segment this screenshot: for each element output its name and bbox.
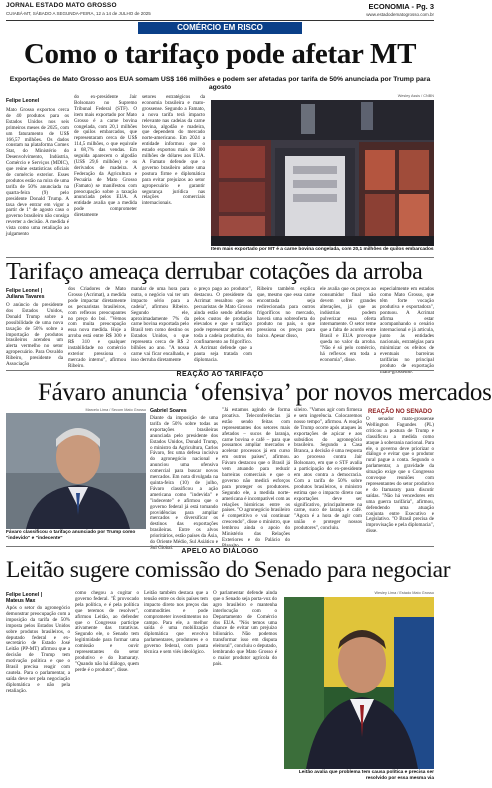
story3-column-1: Diante da imposição de uma tarifa de 50% sobre todas as exportações brasileiras anunciada pelo presidente dos Estados Unidos, Donald Trump, o ministro da Agricultura, Carlos Fávaro, fez uma defesa incisiva do agronegócio nacional e anunciou uma ofensiva comercial para buscar novos mercados. Em nota divulgada na quinta-feira (10) de julho, Fávaro classificou a ação americana como "indevida" e "indecente" e afirmou que o governo federal já está tomando providências para ampliar mercados e diversificar os destinos das exportações brasileiras. Entre os alvos prioritários, estão países da Ásia, do Oriente Médio, Sul Asiático e Sul Global.: [150, 415, 218, 551]
story3-box-text: O senador mato-grossense Wellington Fagundes (PL) criticou a postura de Trump e classificou a medida como ataque à soberania nacional. Para ele, o governo deve priorizar o diálogo e evitar que o produtor rural pague a conta. Segundo o parlamentar, a gravidade da situação exige que o Congresso convoque reuniões com representantes do setor produtivo e do Itamaraty para discutir saídas. "Não há vencedores em uma guerra tarifária", afirmou, defendendo uma atuação conjunta entre Executivo e Legislativo. "O Brasil precisa de improvisação e pela diplomacia", disse.: [366, 416, 434, 535]
section-label: ECONOMIA - Pg. 3: [368, 2, 434, 11]
story3-column-2: "Já estamos agindo de forma proativa. Teleconferências já estão sendo feitas com representantes dos setores mais afetados – sucos de laranja, carne bovina e café – para que possamos ampliar mercados e acelerar processos já em curso em outros países", afirmou. Fávaro destacou que o Brasil já vem atuando para reduzir barreiras comerciais e que o governo não medirá esforços para proteger os produtores. Segundo ele, a medida norte-americana é incompatível com as relações históricas entre os países. "O agronegócio brasileiro é competitivo e vai continuar crescendo", disse o ministro, que lembrou ainda o apoio do Ministério das Relações Exteriores e do Palácio do Planalto.: [222, 407, 290, 549]
story2-column-3: mandar de uma hora para outra, o negócio vai ter um impacto sério para a cadeia", afirmou Ribeiro. Segundo ele, aproximadamente 7% da carne bovina exportada pelo Brasil tem como destino os Estados Unidos, o que representa cerca de R$ 2 bilhões ao ano. "A nossa carne vai ficar encalhada, e isso derruba diretamente: [131, 286, 189, 363]
story2-byline-2: Juliana Tavares: [6, 294, 45, 300]
story3-column-3: sileiro. "Vamos agir com firmeza e sem ingerência. Colocaremos nosso tempo", afirmou. A reação de Trump ocorre após ataques às exportações de açúcar e aos subsídios do agronegócio brasileiro. Segundo a Casa Branca, a decisão é uma resposta ao processo contra Jair Bolsonaro, em que o STF avalia a participação do ex-presidente em atos contra a democracia. Com a tarifa de 50% sobre produtos brasileiros, o ministro estima que o impacto direto nas exportações deve ser significativo, principalmente na carne, suco de laranja e café. "Agora é a hora de agir com união e proteger nossos produtores", concluiu.: [294, 407, 362, 532]
leitao-portrait-illustration: [284, 597, 434, 769]
story2-column-7: especialmente em estados como Mato Grosso, que têm forte vocação produtiva e exportadora", pontuou. A Acrimat afirma estar acompanhando o cenário internacional e já articula, junto às entidades nacionais, estratégias para minimizar os efeitos de eventuais barreiras tarifárias no principal produto de exportação mato-grossense.: [380, 286, 434, 375]
story4-headline: Leitão sugere comissão do Senado para negociar: [6, 557, 451, 583]
website-link[interactable]: www.estadodematogrosso.com.br: [366, 12, 434, 17]
story4-column-1: Após o setor do agronegócio demonstrar preocupação com a imposição da tarifa de 50% imposta pelos Estados Unidos sobre produtos brasileiros, o deputado federal e ex-secretário de Estado José Leitão (PP-MT) afirmou que a decisão de Trump tem motivação política e que o Brasil precisa reagir com cautela. Para o parlamentar, a saída deve ser pela negociação diplomática e não pela retaliação.: [6, 605, 70, 694]
story4-byline-2: Mateus Max: [6, 598, 36, 604]
story2-column-5: Ribeiro também explica que, mesmo que essa carne encontrada seja redirecionada para outros frigoríficos no mercado, haverá uma sobreoferta do produto no país, o que pressiona os preços para baixo. Apesar disso,: [257, 286, 315, 340]
main-subheadline: Exportações de Mato Grosso aos EUA somam US$ 166 milhões e podem ser afetadas por tarifa de 50% anunciada por Trump para agosto: [9, 76, 431, 91]
favaro-portrait-photo: [6, 413, 146, 529]
story4-photo-caption: Leitão avalia que problema tem causa política e precisa ser resolvido por essa mesma via: [298, 770, 434, 781]
beef-warehouse-illustration: [211, 100, 434, 246]
story3-photo-credit: Marcelo Lima / Secom Mato Grosso: [85, 408, 146, 412]
story1-column-2: do ex-presidente Jair Bolsonaro no Supremo Tribunal Federal (STF). O item mais exportado por Mato Grosso é a carne bovina congelada, com 20,1 milhões de quilos embarcados, que representaram cerca de US$ 114,5 milhões, o que equivale a 68,7% das vendas. Em seguida aparecem o algodão (US$ 29,6 milhões) e os derivados de madeira. A Federação da Agricultura e Pecuária de Mato Grosso (Famato) se manifestou com preocupação sobre a taxação anunciada pelos EUA. A entidade avalia que a medida pode comprometer diretamente: [74, 94, 137, 219]
story3-photo-caption: Fávaro classificou o tarifaço anunciado por Trump como "indevido" e "indecente": [6, 530, 136, 541]
story2-column-4: o preço pago ao produtor", destacou. O presidente da Acrimat ressaltou que os pecuaristas de Mato Grosso ainda estão sendo afetados pelos custos de produção elevados e que o tarifaço pode representar perdas em toda a cadeia produtiva, do confinamento ao frigorífico. A Acrimat defende que a pauta seja tratada com diplomacia.: [194, 286, 252, 363]
leitao-portrait-photo: [284, 597, 434, 769]
story-tag: COMÉRCIO EM RISCO: [138, 22, 302, 34]
story4-column-3: Leitão também destaca que a tensão entre os dois países tem impacto direto nos preços das commodities e pode comprometer investimentos no campo. Para ele, a melhor saída é uma mobilização diplomática que envolva parlamentares, produtores e o governo federal, com pauta técnica e sem viés ideológico.: [144, 590, 208, 656]
story3-headline: Fávaro anuncia ‘ofensiva’ por novos mercados: [38, 379, 492, 406]
story2-column-6: ele avalia que os preços ao consumidor final não devem sofrer grandes alterações, já que as indústrias podem pulverizar essa oferta internamente. O setor teme que a falta de acordo entre Brasil e EUA provoque queda no valor da arroba. "Não é só pelo comércio, há reflexos em toda a economia", disse.: [320, 286, 376, 363]
story3-byline: Gabriel Soares: [150, 408, 187, 414]
story4-column-4: O parlamentar defende ainda que o Senado seja porta-voz do agro brasileiro e mantenha interlocução com o Departamento de Comércio dos EUA. "Nós temos uma chance de evitar um prejuízo bilionário. Não podemos transformar isso em disputa eleitoral", concluiu o deputado, lembrando que Mato Grosso é o maior produtor agrícola do país.: [213, 590, 277, 667]
story4-photo-credit: Wesley Lima / Estado Mato Grosso: [374, 591, 434, 595]
story1-photo-caption: Item mais exportado por MT é a carne bovina congelada, com 20,1 milhões de quilos embarcados: [211, 247, 434, 252]
story1-photo-credit: Wesley Assis / CNBN: [397, 94, 434, 98]
story2-column-2: dos Criadores de Mato Grosso (Acrimat), a medida pode impactar diretamente os pecuaristas brasileiros, com reflexos preocupantes no preço do boi. "Vemos com muita preocupação essa nova medida. Hoje a arroba está entre R$ 300 e R$ 310 e qualquer instabilidade no comércio exterior pressiona o mercado interno", afirmou Ribeiro.: [68, 286, 126, 369]
newspaper-name: JORNAL ESTADO MATO GROSSO: [6, 2, 117, 9]
story1-byline: Felipe Leonel: [6, 98, 40, 104]
story2-column-1: O anúncio do presidente dos Estados Unidos, Donald Trump sobre a possibilidade de uma nova taxação de 50% sobre a importação de produtos brasileiros acendeu um alerta vermelho no setor agropecuário. Para Osvaldo Ribeiro, presidente da Associação: [6, 302, 63, 368]
edition-date: CUIABÁ-MT, SÁBADO A SEGUNDA-FEIRA, 12 a 14 de JULHO de 2025: [6, 11, 151, 16]
story1-column-1: Mato Grosso exportou cerca de 40 produtos para os Estados Unidos nos seis primeiros meses de 2025, com um faturamento de US$ 166,57 milhões. Os dados constam na plataforma Comex Stat, do Ministério do Desenvolvimento, Indústria, Comércio e Serviços (MDIC), que reúne estatísticas oficiais de comércio exterior. Esses produtos estão na mira de uma tarifa de 50% anunciada na quarta-feira (9) pelo presidente Donald Trump. A taxa deve entrar em vigor a partir de 1º de agosto caso o governo brasileiro não consiga reverter a decisão. A medida é vista como uma retaliação ao julgamento: [6, 107, 69, 238]
main-headline: Como o tarifaço pode afetar MT: [23, 38, 417, 70]
favaro-portrait-illustration: [6, 413, 146, 529]
story4-kicker: APELO AO DIÁLOGO: [181, 548, 259, 555]
page-header: [6, 2, 434, 21]
story3-box-title: REAÇÃO NO SENADO: [367, 409, 432, 415]
story2-headline: Tarifaço ameaça derrubar cotações da arroba: [6, 259, 423, 285]
divider: [6, 546, 434, 547]
story4-column-2: como chegou a cogitar o governo federal. "É provocado pela política, e é pela política que teremos de resolver", afirmou Leitão, ao defender que o Congresso participe ativamente das tratativas. Segundo ele, o Senado tem legitimidade para formar uma comissão e ouvir representantes do setor produtivo e do Itamaraty. "Quando não há diálogo, quem perde é o produtor", disse.: [75, 590, 139, 673]
story3-kicker: REAÇÃO AO TARIFAÇO: [176, 371, 264, 378]
story2-byline-1: Felipe Leonel |: [6, 288, 43, 294]
story1-column-3: setores estratégicos da economia brasileira e mato-grossense. Segundo a Famato, a nova tarifa terá impacto relevante nas cadeias da carne bovina, algodão e madeira, que dependem do mercado norte-americano. Em 2024 a entidade informou que o estado exportou mais de 300 milhões de dólares aos EUA. A Famato defende que o governo brasileiro adote uma postura firme e diplomática para evitar prejuízos ao setor agropecuário e garantir segurança jurídica nas relações comerciais internacionais.: [142, 94, 205, 207]
story4-byline-1: Felipe Leonel |: [6, 592, 43, 598]
beef-warehouse-photo: [211, 100, 434, 246]
